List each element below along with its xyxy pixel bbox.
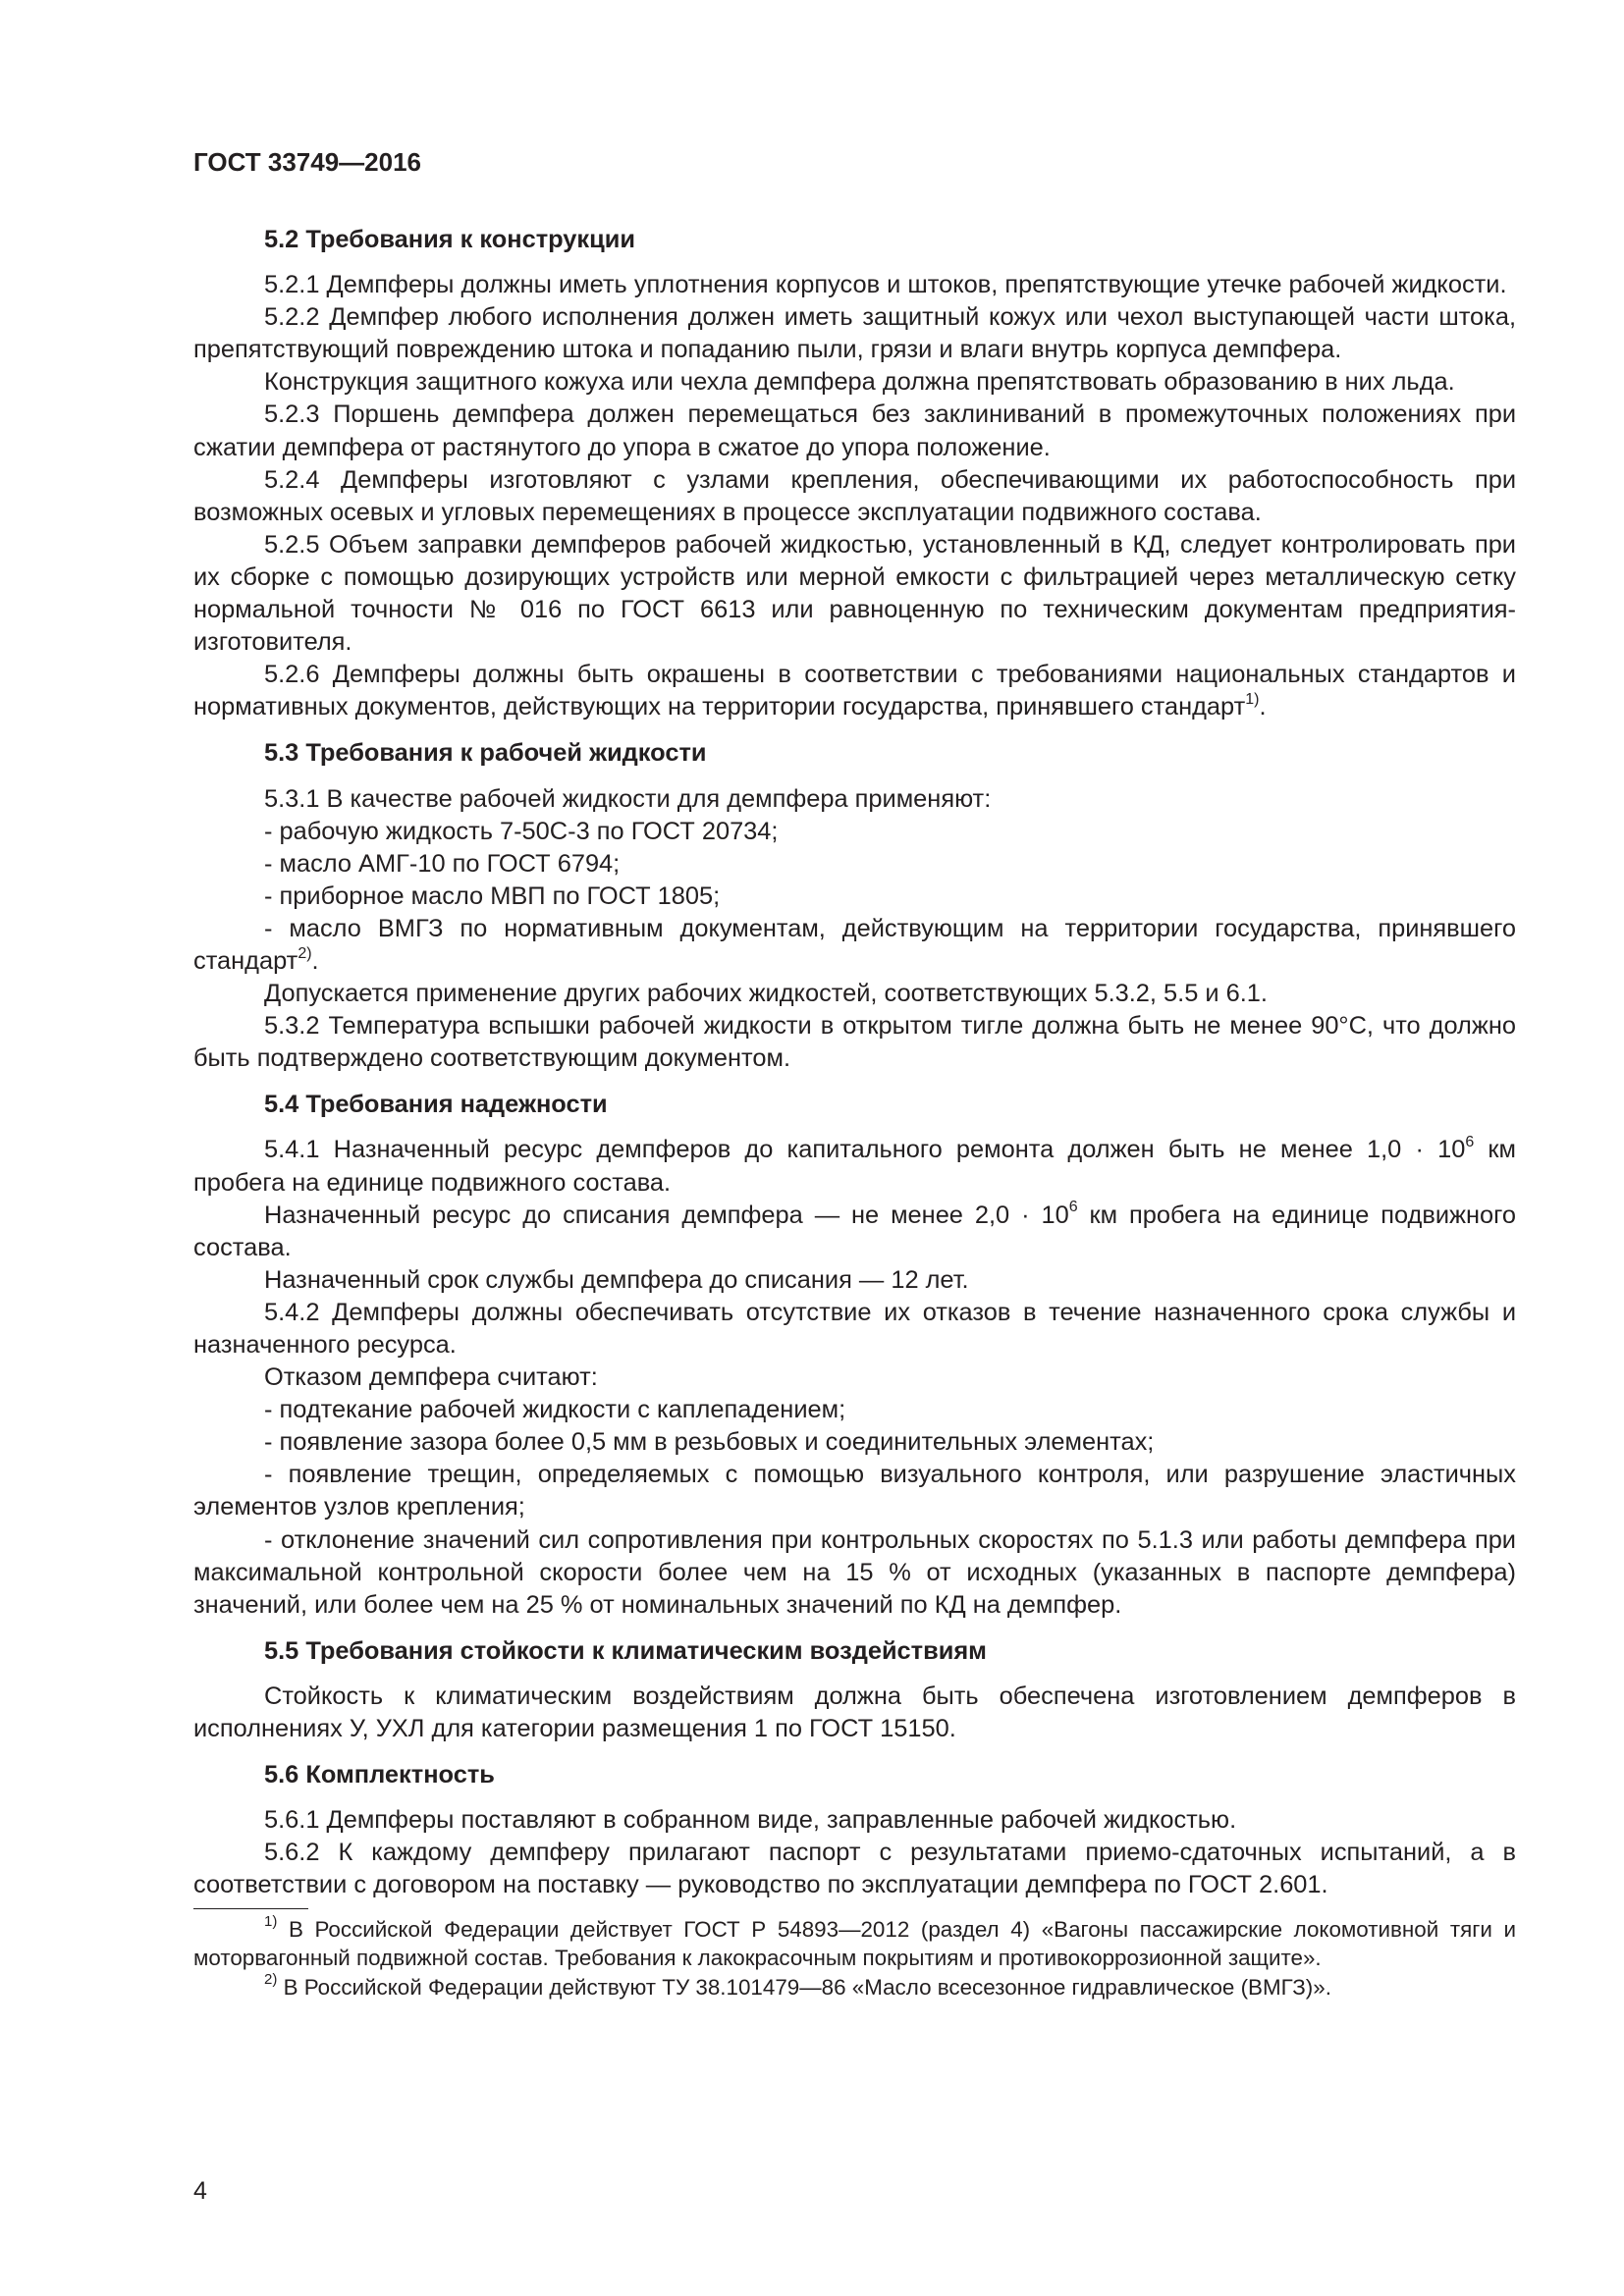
- footnote-2: [193, 1973, 1516, 2002]
- paragraph-5-4-1-service-life: Назначенный срок службы демпфера до списания — 12 лет.: [264, 1265, 969, 1294]
- list-item: - появление зазора более 0,5 мм в резьбовых и соединительных элементах;: [264, 1428, 1155, 1457]
- list-item: - приборное масло МВП по ГОСТ 1805;: [264, 881, 721, 910]
- section-heading-5-2: 5.2 Требования к конструкции: [264, 226, 635, 253]
- paragraph-5-4-2: 5.4.2 Демпферы должны обеспечивать отсутствие их отказов в течение назначенного срока службы и назначенного ресурса.: [193, 1298, 1516, 1359]
- paragraph-5-2-1: 5.2.1 Демпферы должны иметь уплотнения корпусов и штоков, препятствующие утечке рабочей жидкости.: [264, 271, 1507, 299]
- list-item: - масло АМГ-10 по ГОСТ 6794;: [264, 849, 621, 878]
- paragraph-5-3-2: 5.3.2 Температура вспышки рабочей жидкости в открытом тигле должна быть не менее 90°С, что должно быть подтверждено соответствующим документом.: [193, 1012, 1516, 1073]
- paragraph-5-2-2: 5.2.2 Демпфер любого исполнения должен иметь защитный кожух или чехол выступающей части штока, препятствующий повреждению штока и попаданию пыли, грязи и влаги внутрь корпуса демпфера.: [193, 303, 1516, 364]
- list-item: [193, 913, 1516, 978]
- paragraph-5-2-4: 5.2.4 Демпферы изготовляют с узлами крепления, обеспечивающими их работоспособность при возможных осевых и угловых перемещениях в процессе эксплуатации подвижного состава.: [193, 465, 1516, 526]
- footnote-divider: [193, 1908, 308, 1909]
- section-heading-5-4: 5.4 Требования надежности: [264, 1091, 608, 1119]
- footnote-mark-1: 1): [264, 1913, 278, 1931]
- paragraph-5-4-1-writeoff: [193, 1200, 1516, 1264]
- running-header: ГОСТ 33749—2016: [193, 147, 421, 177]
- footnote-1-text: В Российской Федерации действует ГОСТ Р 54893—2012 (раздел 4) «Вагоны пассажирские локомотивной тяги и моторвагонный подвижной состав. Требования к лакокрасочным покрытиям и противокоррозионной защите».: [193, 1916, 1516, 1970]
- footnote-mark-2: 2): [264, 1971, 278, 1989]
- paragraph-5-2-6-text: 5.2.6 Демпферы должны быть окрашены в соответствии с требованиями национальных стандартов и нормативных документов, действующих на территории государства, принявшего стандарт: [193, 661, 1516, 721]
- footnote-1: [193, 1915, 1516, 1973]
- paragraph-5-2-5: 5.2.5 Объем заправки демпферов рабочей жидкостью, установленный в КД, следует контролировать при их сборке с помощью дозирующих устройств или мерной емкости с фильтрацией через металлическую сетку нормальной точности № 016 по ГОСТ 6613 или равноценную по техническим документам предприятия-изготовителя.: [193, 530, 1516, 657]
- paragraph-5-2-6-end: .: [1259, 693, 1267, 721]
- paragraph-5-6-1: 5.6.1 Демпферы поставляют в собранном виде, заправленные рабочей жидкостью.: [264, 1806, 1237, 1835]
- paragraph-writeoff-text: Назначенный ресурс до списания демпфера — не менее 2,0 · 10: [264, 1201, 1069, 1229]
- list-item: - появление трещин, определяемых с помощью визуального контроля, или разрушение эластичных элементов узлов крепления;: [193, 1461, 1516, 1522]
- paragraph-5-2-2-cover: Конструкция защитного кожуха или чехла демпфера должна препятствовать образованию в них льда.: [264, 368, 1455, 397]
- exponent: 6: [1465, 1133, 1475, 1150]
- footnote-ref-2: 2): [298, 944, 312, 962]
- exponent: 6: [1068, 1199, 1078, 1216]
- paragraph-5-6-2: 5.6.2 К каждому демпферу прилагают паспорт с результатами приемо-сдаточных испытаний, а в соответствии с договором на поставку — руководство по эксплуатации демпфера по ГОСТ 2.601.: [193, 1839, 1516, 1899]
- paragraph-5-4-1-text: 5.4.1 Назначенный ресурс демпферов до капитального ремонта должен быть не менее 1,0 · 10: [264, 1136, 1466, 1164]
- paragraph-5-4-2-failure: Отказом демпфера считают:: [264, 1363, 598, 1392]
- footnotes: [193, 1908, 1516, 2002]
- footnote-2-text: В Российской Федерации действуют ТУ 38.101479—86 «Масло всесезонное гидравлическое (ВМГЗ)».: [277, 1974, 1331, 2000]
- section-heading-5-3: 5.3 Требования к рабочей жидкости: [264, 739, 707, 768]
- section-heading-5-5: 5.5 Требования стойкости к климатическим воздействиям: [264, 1636, 987, 1665]
- footnote-ref-1: 1): [1245, 690, 1260, 708]
- paragraph-5-5: Стойкость к климатическим воздействиям должна быть обеспечена изготовлением демпферов в исполнениях У, УХЛ для категории размещения 1 по ГОСТ 15150.: [193, 1682, 1516, 1743]
- list-item-end: .: [311, 946, 319, 975]
- section-heading-5-6: 5.6 Комплектность: [264, 1761, 495, 1789]
- paragraph-5-2-3: 5.2.3 Поршень демпфера должен перемещаться без заклиниваний в промежуточных положениях при сжатии демпфера от растянутого до упора в сжатое до упора положение.: [193, 400, 1516, 461]
- page-body: [193, 224, 1516, 2002]
- paragraph-writeoff-tail: км пробега на единице подвижного состава.: [193, 1201, 1516, 1261]
- paragraph-5-4-1: [193, 1134, 1516, 1199]
- list-item: - отклонение значений сил сопротивления при контрольных скоростях по 5.1.3 или работы демпфера при максимальной контрольной скорости более чем на 15 % от исходных (указанных в паспорте демпфера) значений, или более чем на 25 % от номинальных значений по КД на демпфер.: [193, 1525, 1516, 1619]
- list-item-text: - масло ВМГЗ по нормативным документам, действующим на территории государства, принявшего стандарт: [193, 914, 1516, 975]
- paragraph-5-3-allowed: Допускается применение других рабочих жидкостей, соответствующих 5.3.2, 5.5 и 6.1.: [264, 980, 1268, 1008]
- paragraph-5-4-1-tail: км пробега на единице подвижного состава.: [193, 1136, 1517, 1197]
- list-item: - подтекание рабочей жидкости с каплепадением;: [264, 1396, 846, 1424]
- paragraph-5-2-6: [193, 659, 1516, 723]
- list-item: - рабочую жидкость 7-50С-3 по ГОСТ 20734;: [264, 817, 779, 845]
- page-number: 4: [193, 2177, 207, 2205]
- paragraph-5-3-1: 5.3.1 В качестве рабочей жидкости для демпфера применяют:: [264, 784, 992, 813]
